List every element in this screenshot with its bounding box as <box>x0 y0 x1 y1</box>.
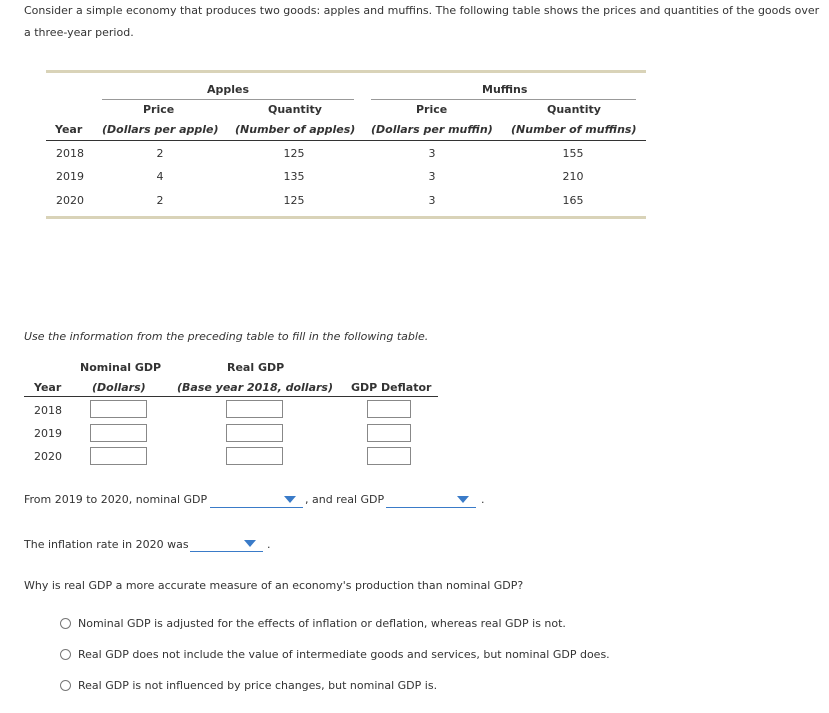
year-cell: 2019 <box>56 170 84 183</box>
real-gdp-2019-input[interactable] <box>226 424 283 442</box>
muffin-quantity-unit: (Number of muffins) <box>511 123 637 136</box>
year-label: 2018 <box>34 404 62 417</box>
year-cell: 2018 <box>56 147 84 160</box>
muffin-price-cell: 3 <box>428 170 436 183</box>
year-header: Year <box>55 123 83 136</box>
year-cell: 2020 <box>56 194 84 207</box>
header-rule <box>24 396 438 397</box>
nominal-gdp-header: Nominal GDP <box>80 361 162 374</box>
gdp-deflator-2020-input[interactable] <box>367 447 411 465</box>
real-gdp-2018-input[interactable] <box>226 400 283 418</box>
year-header: Year <box>34 381 62 394</box>
apple-quantity-unit: (Number of apples) <box>235 123 356 136</box>
gdp-deflator-2019-input[interactable] <box>367 424 411 442</box>
muffins-group-header: Muffins <box>482 83 528 96</box>
apple-quantity-cell: 135 <box>283 170 305 183</box>
radio-button[interactable] <box>60 649 71 660</box>
real-gdp-header: Real GDP <box>227 361 285 374</box>
option-label[interactable]: Real GDP is not influenced by price changes, but nominal GDP is. <box>78 679 438 692</box>
apples-group-rule <box>102 99 354 100</box>
q1-text-part2: , and real GDP <box>305 493 385 506</box>
header-rule <box>46 140 646 141</box>
radio-button[interactable] <box>60 680 71 691</box>
apple-quantity-header: Quantity <box>268 103 322 116</box>
muffin-quantity-cell: 165 <box>562 194 584 207</box>
muffin-quantity-cell: 155 <box>562 147 584 160</box>
apple-price-cell: 4 <box>156 170 164 183</box>
chevron-down-icon[interactable] <box>244 540 256 547</box>
q3-question: Why is real GDP a more accurate measure of an economy's production than nominal GDP? <box>24 579 524 592</box>
muffin-price-unit: (Dollars per muffin) <box>371 123 493 136</box>
table-bottom-rule <box>46 216 646 219</box>
apple-quantity-cell: 125 <box>283 147 305 160</box>
q1-text-part1: From 2019 to 2020, nominal GDP <box>24 493 208 506</box>
table-top-rule <box>46 70 646 73</box>
muffin-price-cell: 3 <box>428 147 436 160</box>
option-label[interactable]: Real GDP does not include the value of intermediate goods and services, but nominal GDP does. <box>78 648 610 661</box>
q2-text: The inflation rate in 2020 was <box>24 538 189 551</box>
nominal-gdp-2019-input[interactable] <box>90 424 147 442</box>
radio-button[interactable] <box>60 618 71 629</box>
nominal-gdp-2018-input[interactable] <box>90 400 147 418</box>
muffin-quantity-cell: 210 <box>562 170 584 183</box>
apples-group-header: Apples <box>207 83 250 96</box>
q1-end: . <box>481 493 485 506</box>
apple-quantity-cell: 125 <box>283 194 305 207</box>
year-label: 2020 <box>34 450 62 463</box>
apple-price-header: Price <box>143 103 175 116</box>
option-label[interactable]: Nominal GDP is adjusted for the effects of inflation or deflation, whereas real GDP is not. <box>78 617 566 630</box>
nominal-gdp-unit: (Dollars) <box>92 381 146 394</box>
chevron-down-icon[interactable] <box>284 496 296 503</box>
q2-end: . <box>267 538 271 551</box>
apple-price-unit: (Dollars per apple) <box>102 123 219 136</box>
gdp-deflator-header: GDP Deflator <box>351 381 432 394</box>
muffin-price-cell: 3 <box>428 194 436 207</box>
muffin-price-header: Price <box>416 103 448 116</box>
year-label: 2019 <box>34 427 62 440</box>
real-gdp-2020-input[interactable] <box>226 447 283 465</box>
chevron-down-icon[interactable] <box>457 496 469 503</box>
muffin-quantity-header: Quantity <box>547 103 601 116</box>
apple-price-cell: 2 <box>156 194 164 207</box>
intro-text: Consider a simple economy that produces two goods: apples and muffins. The following table shows the prices and quantities of the goods over a three-year period. <box>24 4 820 39</box>
nominal-gdp-2020-input[interactable] <box>90 447 147 465</box>
muffins-group-rule <box>371 99 636 100</box>
real-gdp-unit: (Base year 2018, dollars) <box>177 381 333 394</box>
gdp-deflator-2018-input[interactable] <box>367 400 411 418</box>
apple-price-cell: 2 <box>156 147 164 160</box>
instruction-text: Use the information from the preceding table to fill in the following table. <box>24 330 429 343</box>
